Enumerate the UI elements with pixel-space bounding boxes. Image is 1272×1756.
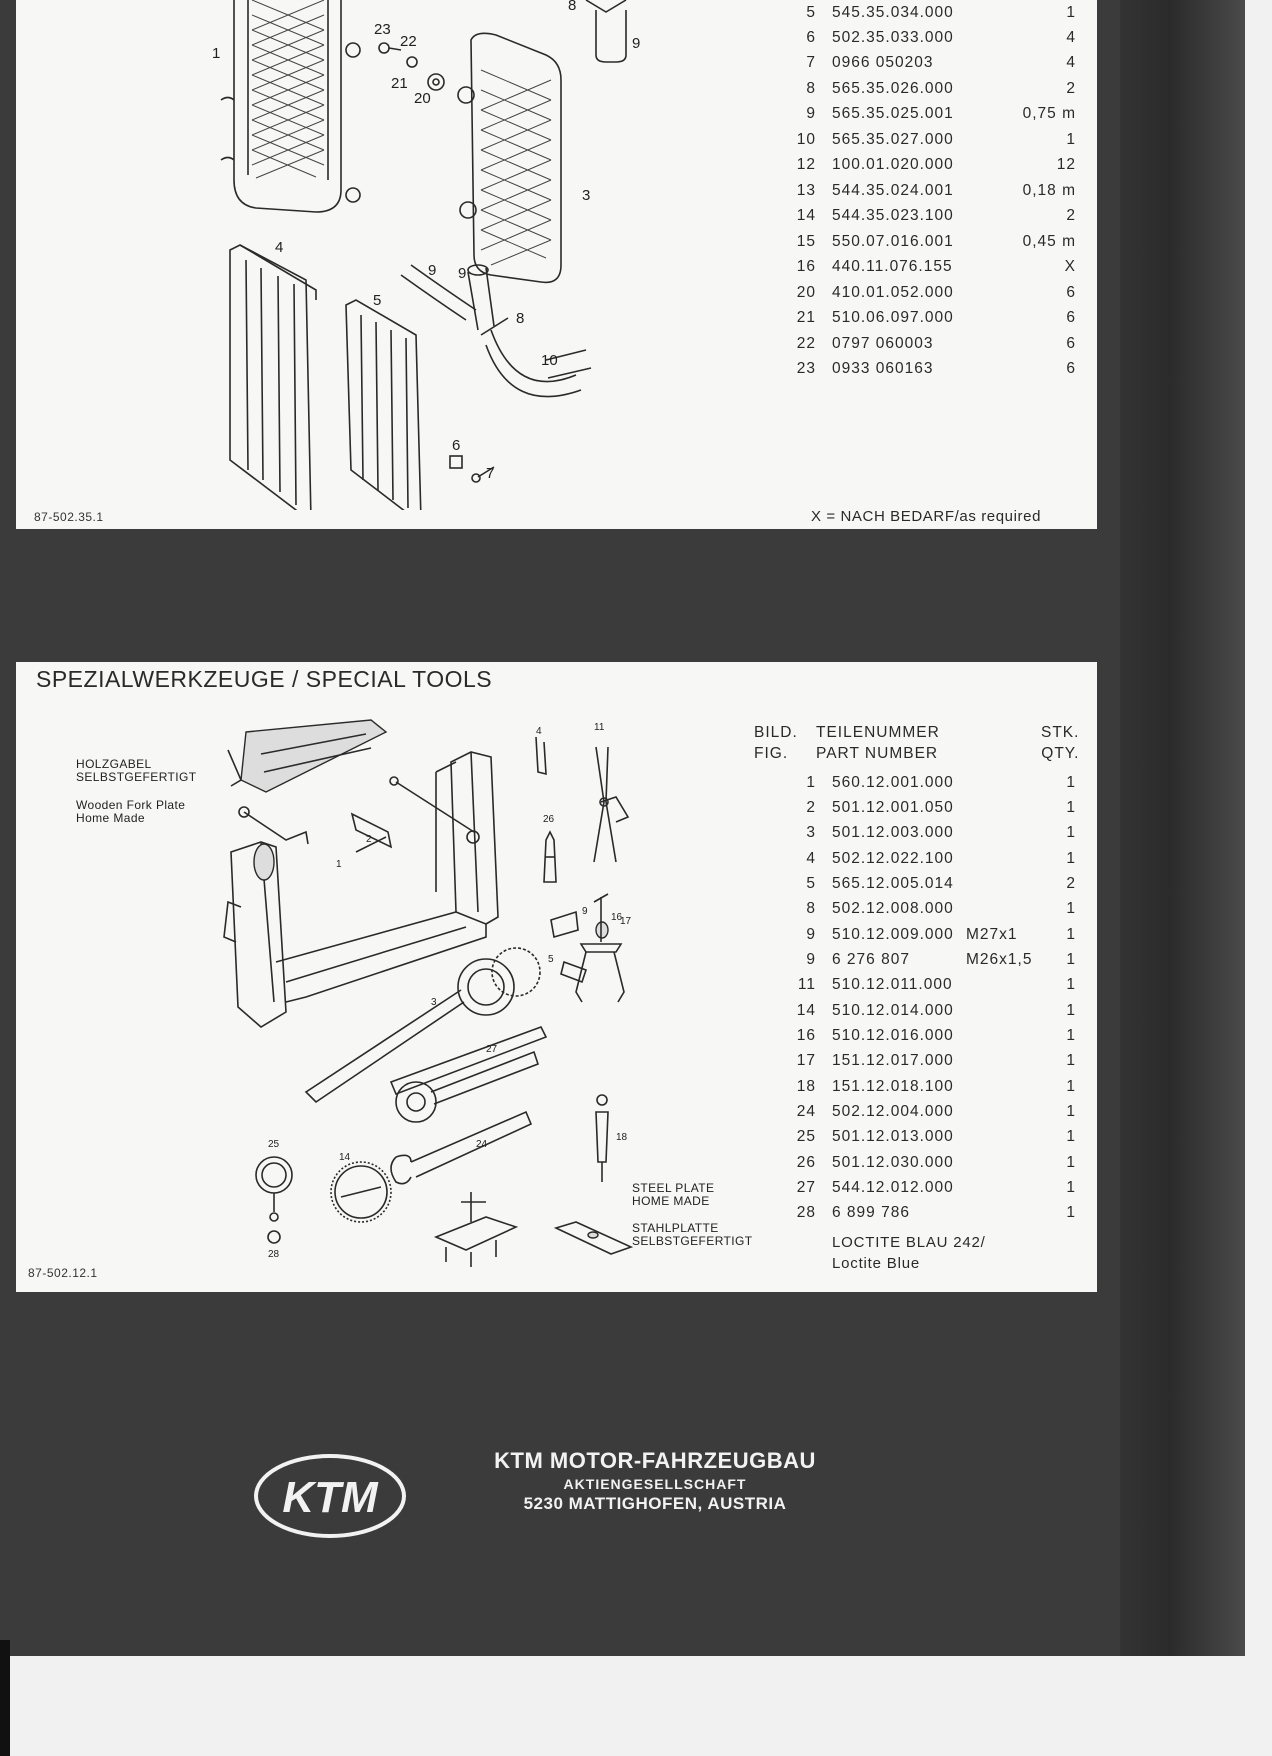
svg-text:7: 7 (486, 465, 495, 482)
svg-text:25: 25 (268, 1139, 280, 1150)
svg-text:24: 24 (476, 1139, 488, 1150)
svg-text:9: 9 (428, 262, 437, 279)
svg-text:8: 8 (516, 310, 525, 327)
fork-holder-stand-drawing (224, 752, 498, 1027)
svg-text:23: 23 (374, 21, 391, 38)
company-address: 5230 MATTIGHOFEN, AUSTRIA (523, 1494, 787, 1513)
svg-text:28: 28 (268, 1249, 280, 1260)
radiator-parts-panel: 1 23 22 21 20 3 9 8 4 5 9 9 8 10 6 7 5 545.35.034.000 1 6 502.35.033.000 4 7 0966 050203 4 8 565.35.026.000 2 9 565.35.025.001 0,75 m 10 565.35.027.000 1 12 100.01.020.000 12 13 544.35.024.001 0,18 m 14 544.35.023.100 2 15 550.07.016.001 0,45 m 16 440.11.076.155 X 20 410.01.052.000 6 21 510.06.097.000 6 22 0797 060003 6 23 0933 060163 6 87-502.35.1 X = NACH BEDARF/as required (16, 0, 1097, 529)
degree-wheel-drawing (331, 1162, 391, 1222)
bar-27-drawing (391, 1027, 546, 1122)
loctite-bottle-drawing (544, 832, 556, 882)
tool-4-drawing (536, 737, 546, 774)
svg-text:26: 26 (543, 814, 555, 825)
svg-text:14: 14 (339, 1152, 351, 1163)
svg-text:18: 18 (616, 1132, 628, 1143)
ktm-logo (252, 1452, 408, 1540)
header-qty: STK. QTY. (1041, 724, 1080, 762)
svg-text:11: 11 (594, 722, 605, 733)
svg-text:8: 8 (568, 0, 577, 14)
svg-text:17: 17 (620, 916, 632, 927)
hose-top-drawing (586, 0, 626, 62)
grille-large-drawing (230, 245, 316, 510)
svg-text:4: 4 (536, 726, 542, 737)
svg-text:27: 27 (486, 1044, 498, 1055)
steel-plate-tool-drawing (436, 1192, 516, 1267)
header-part-number: TEILENUMMER PART NUMBER (816, 724, 940, 762)
circlip-pliers-drawing (594, 747, 628, 862)
svg-text:9: 9 (458, 265, 467, 282)
svg-text:10: 10 (541, 352, 558, 369)
company-sub: AKTIENGESELLSCHAFT (563, 1476, 747, 1492)
stahlplatte-drawing (556, 1222, 631, 1254)
svg-text:2: 2 (366, 834, 372, 845)
svg-text:1: 1 (336, 859, 342, 870)
svg-text:6: 6 (452, 437, 461, 454)
svg-text:3: 3 (431, 997, 437, 1008)
tool-18-drawing (596, 1095, 608, 1182)
panel-id: 87-502.35.1 (34, 510, 104, 524)
stahlplatte-label: STAHLPLATTE SELBSTGEFERTIGT (632, 1221, 753, 1248)
company-footer (455, 1448, 855, 1514)
page-edge-shadow (1120, 0, 1245, 1656)
svg-text:20: 20 (414, 90, 431, 107)
header-fig: BILD. FIG. (754, 724, 798, 762)
panel-id: 87-502.12.1 (28, 1266, 98, 1280)
ring-wrench-drawing (306, 948, 540, 1102)
radiator-left-drawing (221, 0, 360, 212)
logo-text: KTM (282, 1473, 378, 1522)
svg-text:9: 9 (632, 35, 641, 52)
svg-text:16: 16 (611, 912, 623, 923)
screw-set-drawing (379, 43, 444, 90)
radiator-right-drawing (458, 33, 561, 282)
threaded-rod-drawing (390, 777, 474, 832)
company-name: KTM MOTOR-FAHRZEUGBAU (494, 1448, 816, 1473)
svg-text:9: 9 (582, 906, 588, 917)
svg-text:5: 5 (548, 954, 554, 965)
binding-strip (0, 1640, 10, 1756)
spanner-24-drawing (391, 1112, 531, 1184)
svg-text:3: 3 (582, 187, 591, 204)
radiator-exploded-diagram (16, 0, 756, 510)
quantity-note: X = NACH BEDARF/as required (811, 508, 1042, 525)
loctite-note: LOCTITE BLAU 242/ Loctite Blue (832, 1234, 986, 1272)
special-tools-panel: SPEZIALWERKZEUGE / SPECIAL TOOLS HOLZGABEL SELBSTGEFERTIGT Wooden Fork Plate Home Made STEEL PLATE HOME MADE STAHLPLATTE SELBSTGEFERTIGT 1 2 4 11 26 9 16 5 3 27 24 17 18 25 28 14 BILD. FIG. TEILENUMMER PART NUMBER STK. QTY. 1 560.12.001.000 1 2 501.12.001.050 1 3 501.12.003.000 1 4 502.12.022.100 1 5 565.12.005.014 2 8 502.12.008.000 1 9 510.12.009.000 M27x1 1 9 6 276 807 M26x1,5 1 11 510.12.011.000 1 14 510.12.014.000 1 16 510.12.016.000 1 17 151.12.017.000 1 18 151.12.018.100 1 24 502.12.004.000 1 25 501.12.013.000 1 26 501.12.030.000 1 27 544.12.012.000 1 28 6 899 786 1 LOCTITE BLAU 242/ Loctite Blue 87-502.12.1 (16, 662, 1097, 1292)
section-title: SPEZIALWERKZEUGE / SPECIAL TOOLS (36, 666, 493, 692)
hose-assembly-drawing (401, 265, 591, 397)
svg-text:4: 4 (275, 239, 284, 256)
grille-small-drawing (346, 300, 421, 510)
svg-text:5: 5 (373, 292, 382, 309)
dial-gauge-drawing (256, 1157, 292, 1243)
thread-adapter-drawing (551, 912, 608, 938)
svg-text:21: 21 (391, 75, 408, 92)
wooden-fork-plate-drawing (228, 720, 386, 792)
steel-plate-label: STEEL PLATE HOME MADE (632, 1181, 715, 1208)
special-tools-diagram (16, 662, 756, 1282)
holzgabel-label: HOLZGABEL SELBSTGEFERTIGT (76, 757, 197, 784)
svg-text:1: 1 (212, 45, 221, 62)
svg-text:22: 22 (400, 33, 417, 50)
wooden-fork-plate-label: Wooden Fork Plate Home Made (76, 798, 186, 825)
